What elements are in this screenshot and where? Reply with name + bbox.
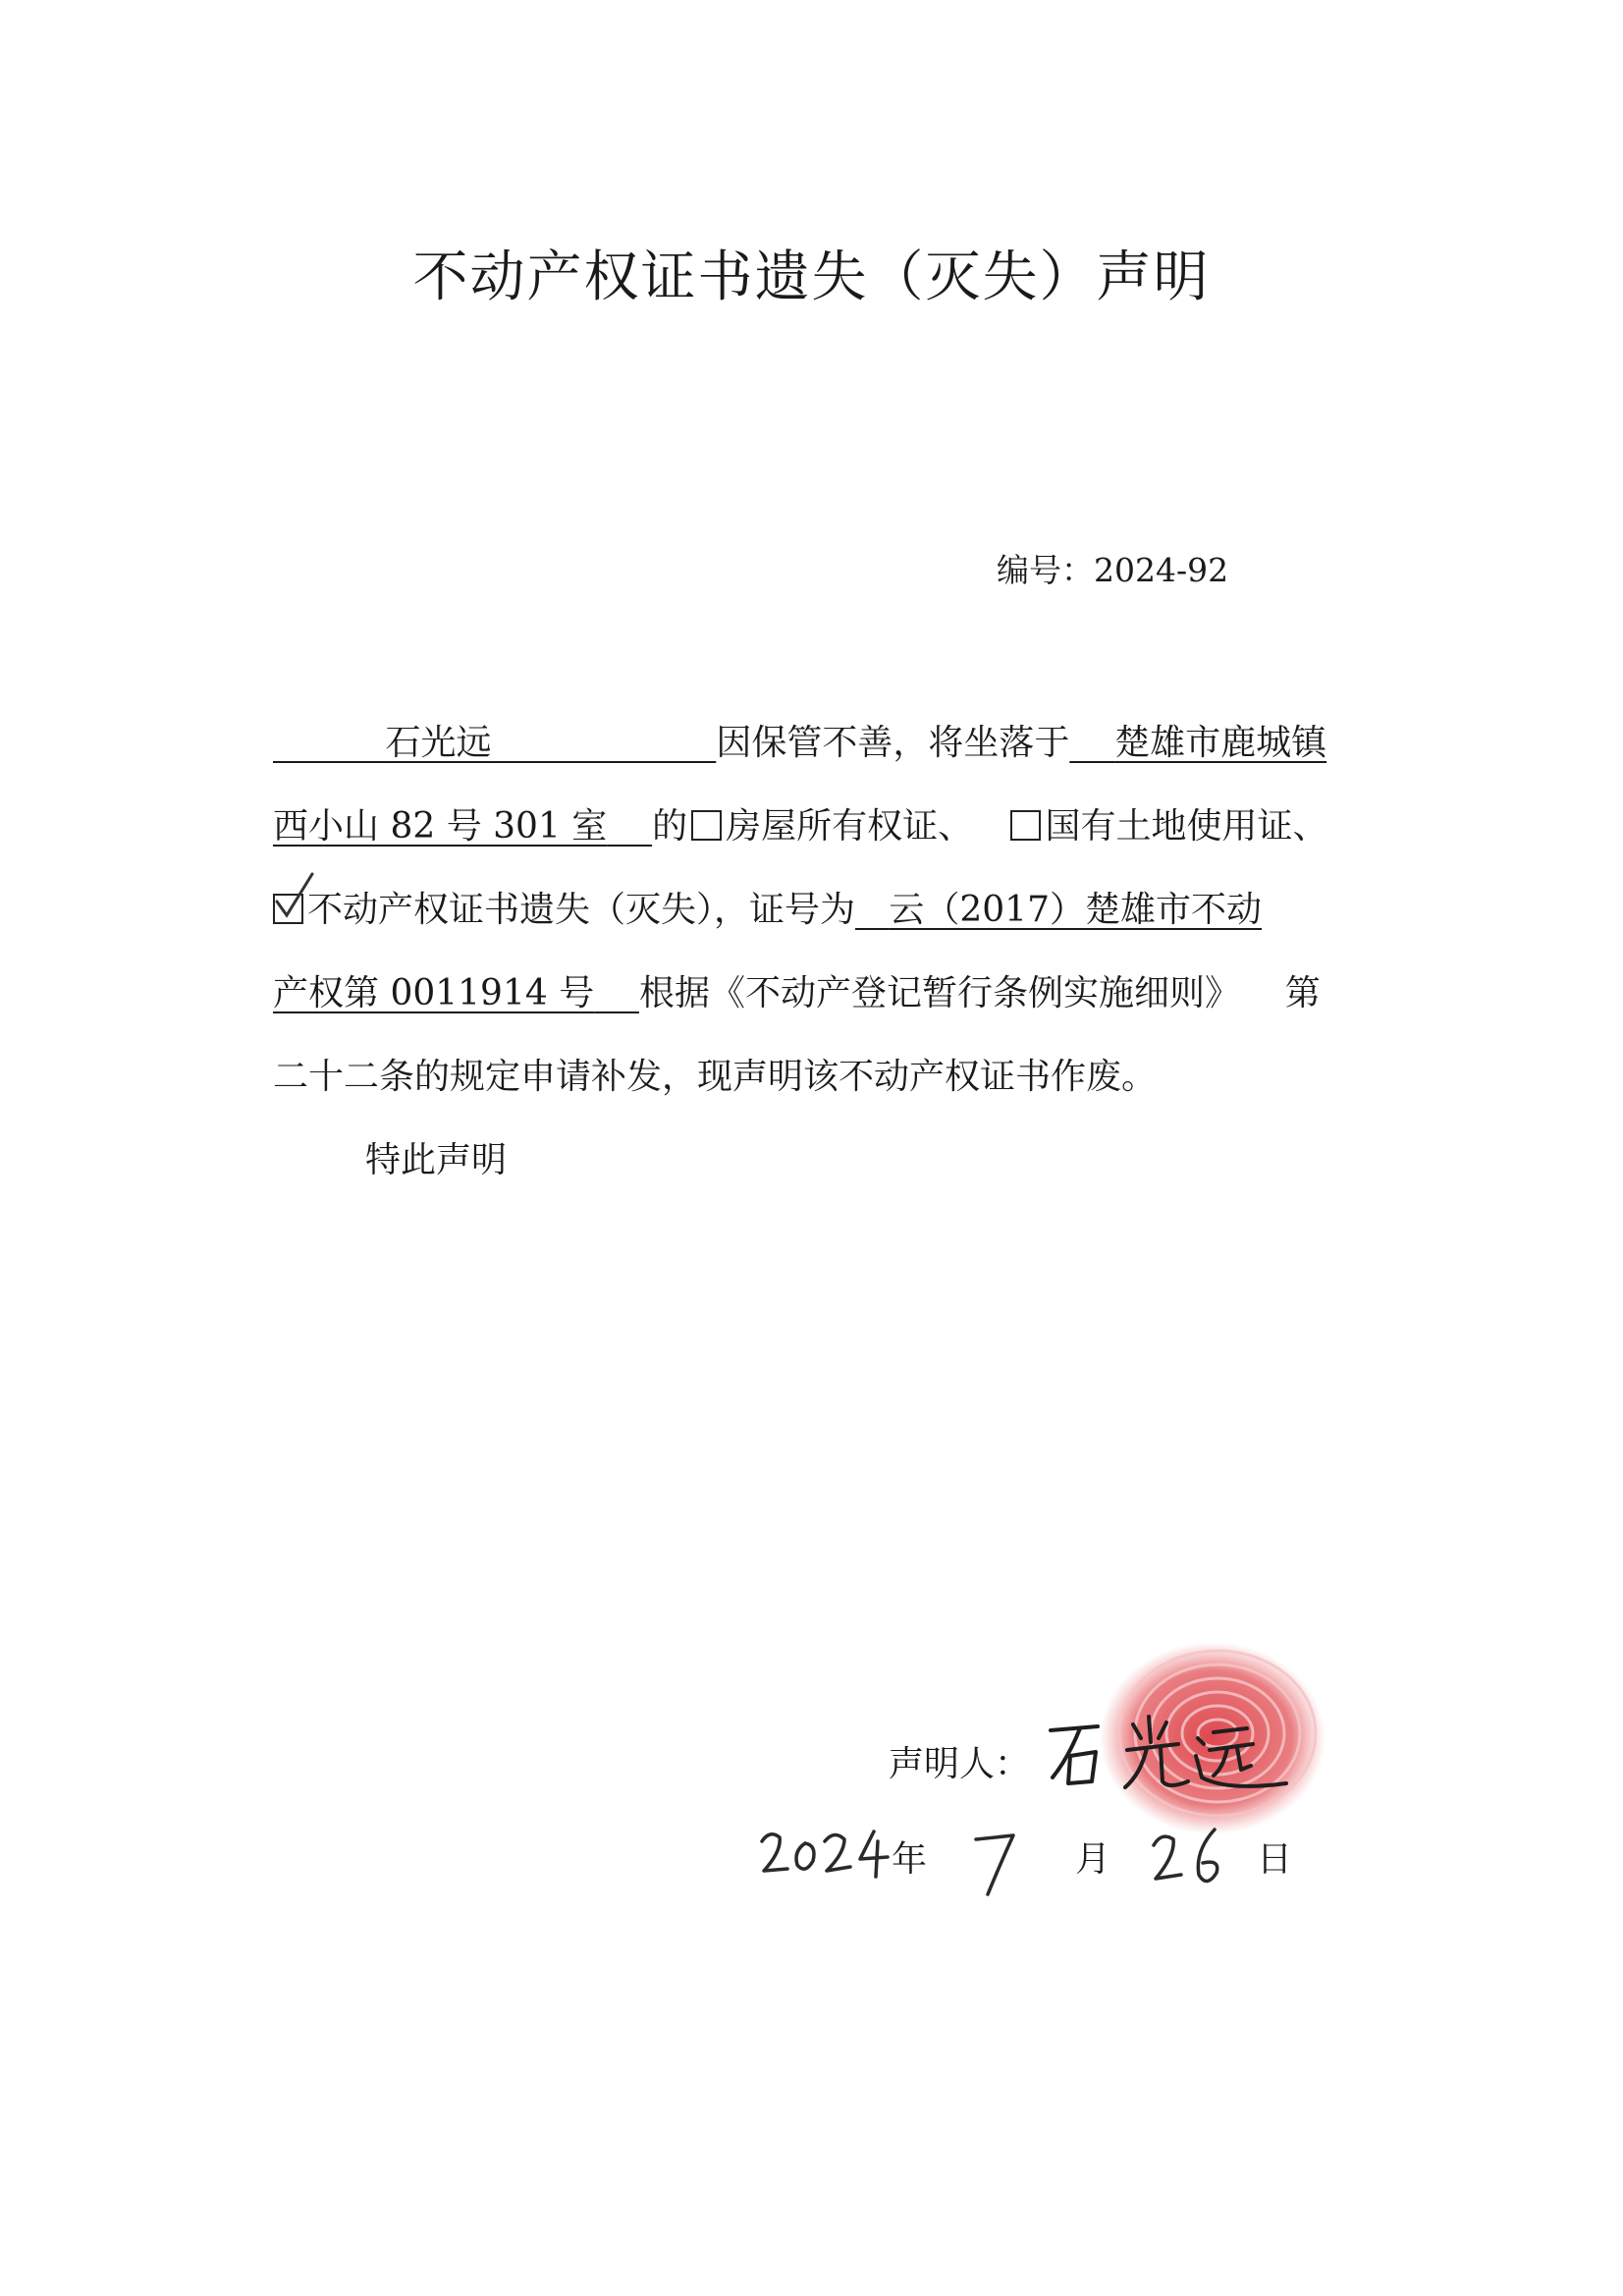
handwritten-day	[1144, 1812, 1242, 1900]
option2-checkbox	[1010, 810, 1041, 841]
date-row	[756, 1812, 1306, 1900]
address-part1	[1069, 723, 1326, 763]
line2-text: 的	[652, 806, 688, 847]
handwritten-year	[756, 1812, 893, 1890]
body-line-1	[273, 715, 1326, 765]
line4-text: 根据《不动产登记暂行条例实施细则》	[639, 973, 1241, 1013]
signature-label: 声明人：	[889, 1744, 1031, 1784]
line1-text: 因保管不善，将坐落于	[716, 723, 1070, 763]
option2-label: 国有土地使用证、	[1045, 806, 1328, 847]
address-part2-text: 西小山 82 号 301 室	[273, 806, 608, 847]
handwritten-month	[962, 1812, 1031, 1900]
option3-checkbox-checked	[273, 894, 303, 924]
option1-checkbox	[691, 810, 722, 841]
cert-no-part2-text: 产权第 0011914 号	[273, 973, 595, 1013]
address-part1-text: 楚雄市鹿城镇	[1114, 723, 1327, 763]
year-char: 年	[892, 1839, 928, 1880]
check-mark-icon	[273, 870, 316, 919]
closing-text: 特此声明	[365, 1140, 508, 1180]
body-line-4	[273, 965, 1321, 1015]
body-line-3	[273, 882, 1262, 932]
cert-no-part1-text: 云（2017）楚雄市不动	[889, 890, 1262, 930]
address-part2	[273, 806, 652, 847]
body-line-2	[273, 798, 1327, 848]
day-char: 日	[1257, 1839, 1293, 1880]
month-char: 月	[1075, 1839, 1111, 1880]
line4-end: 第	[1284, 973, 1321, 1013]
page-title: 不动产权证书遗失（灭失）声明	[412, 246, 1211, 309]
handwritten-signature	[1041, 1699, 1296, 1807]
declarant-name: 石光远	[385, 723, 492, 763]
cert-no-part1	[855, 890, 1262, 930]
option3-label: 不动产权证书遗失（灭失），证号为	[307, 890, 856, 930]
option1-label: 房屋所有权证、	[726, 806, 974, 847]
body-line-5: 二十二条的规定申请补发，现声明该不动产权证书作废。	[273, 1057, 1158, 1097]
serial-number: 编号：2024-92	[997, 551, 1229, 589]
cert-no-part2	[273, 973, 639, 1013]
name-field	[273, 723, 716, 763]
